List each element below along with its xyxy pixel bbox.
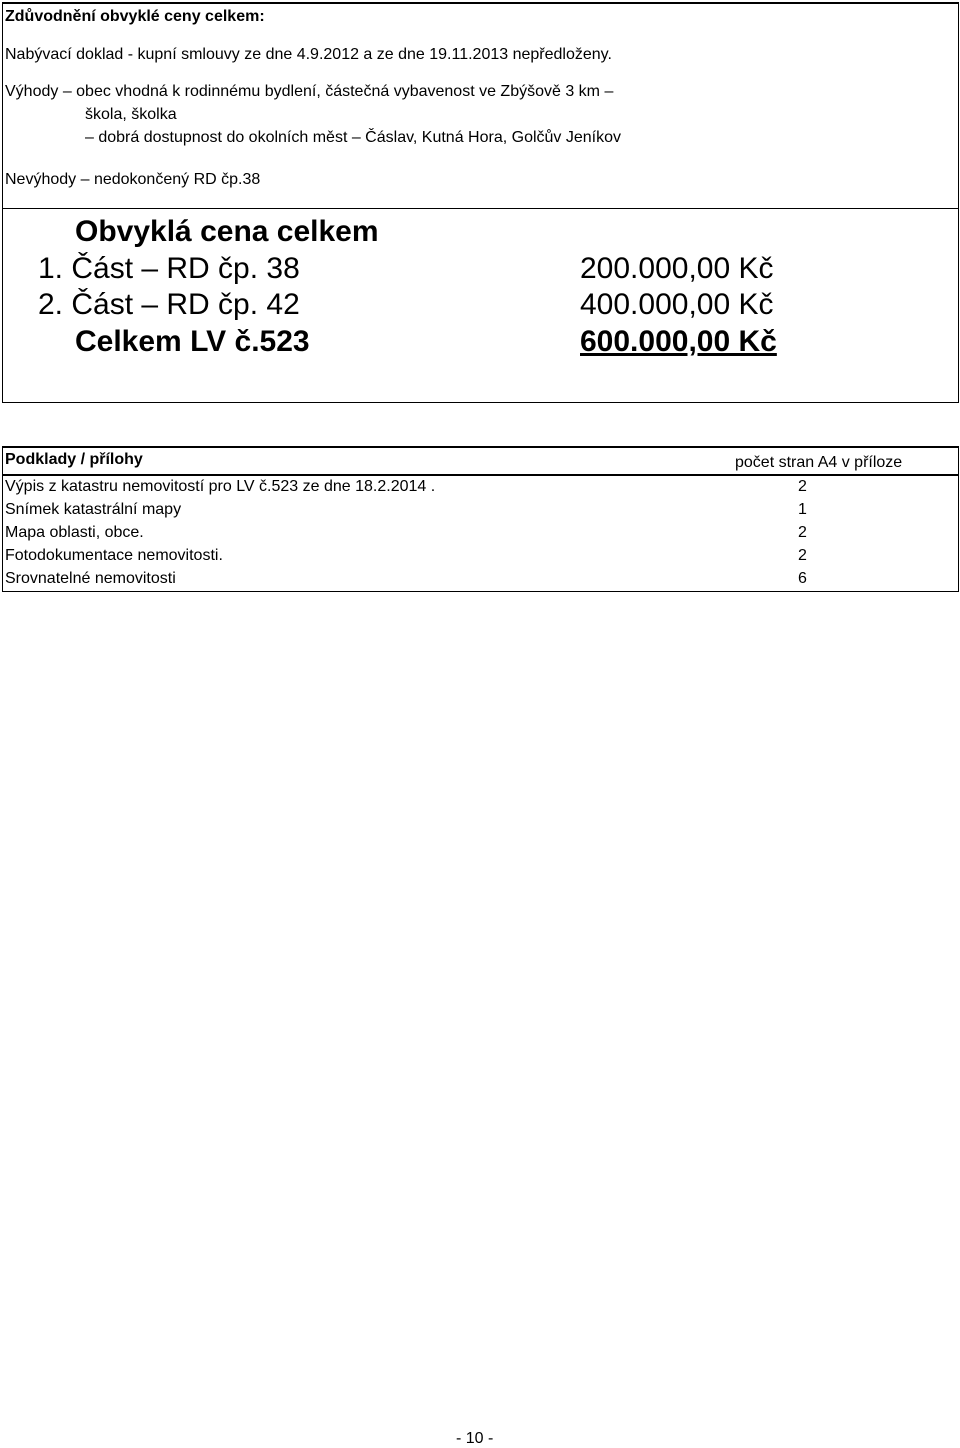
price-summary-title: Obvyklá cena celkem xyxy=(75,215,379,248)
attachment-label: Mapa oblasti, obce. xyxy=(5,524,144,541)
price-total-amount: 600.000,00 Kč xyxy=(580,325,777,358)
attachment-count: 2 xyxy=(798,524,807,541)
advantages-line-3: – dobrá dostupnost do okolních měst – Čáslav, Kutná Hora, Golčův Jeníkov xyxy=(85,129,621,146)
attachment-row xyxy=(3,545,958,568)
documents-note: Nabývací doklad - kupní smlouvy ze dne 4.9.2012 a ze dne 19.11.2013 nepředloženy. xyxy=(5,46,612,63)
price-row-1-amount: 200.000,00 Kč xyxy=(580,252,774,285)
attachment-count: 2 xyxy=(798,547,807,564)
attachment-count: 2 xyxy=(798,478,807,495)
attachments-section xyxy=(2,446,959,592)
attachment-label: Fotodokumentace nemovitosti. xyxy=(5,547,223,564)
attachments-count-header: počet stran A4 v příloze xyxy=(735,454,903,471)
attachment-row xyxy=(3,499,958,522)
attachment-label: Snímek katastrální mapy xyxy=(5,501,182,518)
price-row-1-label: 1. Část – RD čp. 38 xyxy=(38,252,300,285)
attachment-count: 6 xyxy=(798,570,807,587)
price-row-2-amount: 400.000,00 Kč xyxy=(580,288,774,321)
disadvantages-line: Nevýhody – nedokončený RD čp.38 xyxy=(5,171,261,188)
attachment-label: Srovnatelné nemovitosti xyxy=(5,570,176,587)
price-total-label: Celkem LV č.523 xyxy=(75,325,310,358)
advantages-line-2: škola, školka xyxy=(85,106,177,123)
section-divider xyxy=(3,208,958,209)
attachments-heading: Podklady / přílohy xyxy=(5,451,143,468)
advantages-line-1: Výhody – obec vhodná k rodinnému bydlení, částečná vybavenost ve Zbýšově 3 km – xyxy=(5,83,614,100)
page-number: - 10 - xyxy=(456,1430,494,1447)
justification-heading: Zdůvodnění obvyklé ceny celkem: xyxy=(5,8,265,25)
attachment-row xyxy=(3,568,958,591)
attachment-row xyxy=(3,476,958,499)
price-row-2-label: 2. Část – RD čp. 42 xyxy=(38,288,300,321)
attachment-row xyxy=(3,522,958,545)
attachment-count: 1 xyxy=(798,501,807,518)
attachment-label: Výpis z katastru nemovitostí pro LV č.523 ze dne 18.2.2014 . xyxy=(5,478,436,495)
justification-section xyxy=(2,2,959,403)
